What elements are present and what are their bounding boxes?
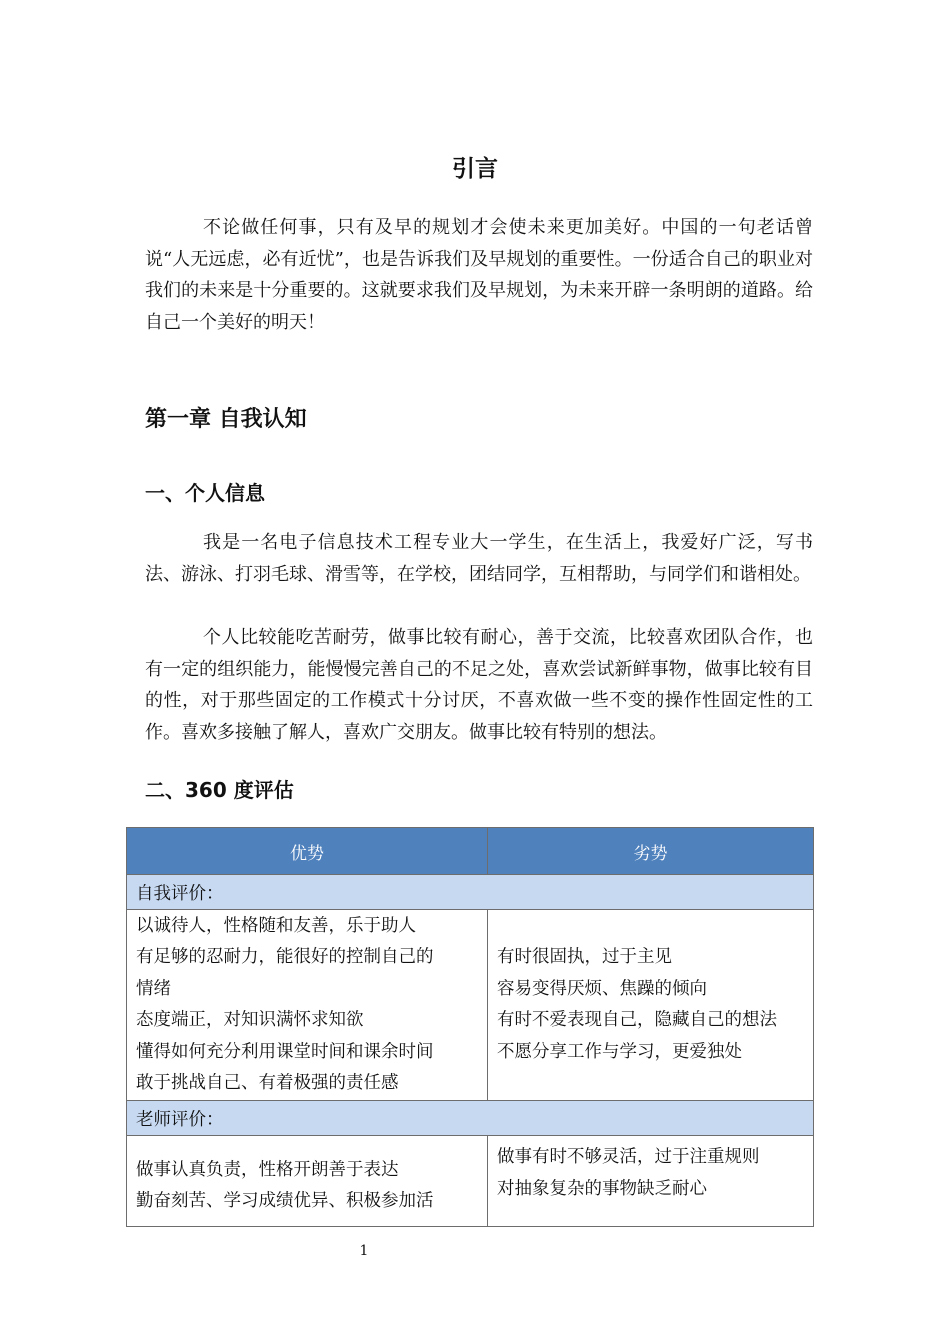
list-item: 不愿分享工作与学习，更爱独处 <box>497 1041 742 1062</box>
intro-paragraph: 不论做任何事，只有及早的规划才会使未来更加美好。中国的一句老话曾说“人无远虑，必有近忧”，也是告诉我们及早规划的重要性。一份适合自己的职业对我们的未来是十分重要的。这就要求我们及早规划，为未来开辟一条明朗的道路。给自己一个美好的明天！ <box>145 217 813 333</box>
list-item: 有足够的忍耐力，能很好的控制自己的 <box>136 947 434 967</box>
evaluation-table <box>126 827 814 1227</box>
self-weaknesses-cell <box>488 910 814 1101</box>
list-item: 有时不爱表现自己，隐藏自己的想法 <box>497 1010 777 1030</box>
list-item: 做事有时不够灵活，过于注重规则 <box>497 1147 760 1167</box>
list-item: 勤奋刻苦、学习成绩优异、积极参加活 <box>136 1191 434 1211</box>
header-strengths: 优势 <box>127 828 488 875</box>
list-item: 有时很固执，过于主见 <box>497 947 672 967</box>
table-row <box>127 1136 814 1227</box>
list-item: 做事认真负责，性格开朗善于表达 <box>136 1159 399 1180</box>
list-item: 容易变得厌烦、焦躁的倾向 <box>497 978 707 999</box>
table-header-row <box>127 828 814 875</box>
list-item: 对抽象复杂的事物缺乏耐心 <box>497 1178 707 1199</box>
teacher-strengths-cell <box>127 1136 488 1227</box>
list-item: 情绪 <box>136 978 171 999</box>
section-heading-360-evaluation: 二、360 度评估 <box>145 778 294 802</box>
list-item: 懂得如何充分利用课堂时间和课余时间 <box>136 1041 434 1062</box>
page-number: 1 <box>359 1243 369 1259</box>
header-weaknesses: 劣势 <box>488 828 814 875</box>
teacher-weaknesses-cell <box>488 1136 814 1227</box>
section-heading-personal-info: 一、个人信息 <box>145 481 265 505</box>
table-section-row <box>127 875 814 910</box>
intro-title: 引言 <box>452 156 498 182</box>
chapter-title: 第一章 自我认知 <box>145 407 307 432</box>
list-item: 以诚待人，性格随和友善，乐于助人 <box>136 915 416 936</box>
self-strengths-cell <box>127 910 488 1101</box>
table-row <box>127 910 814 1101</box>
personal-info-paragraph-1: 我是一名电子信息技术工程专业大一学生，在生活上，我爱好广泛，写书法、游泳、打羽毛球、滑雪等，在学校，团结同学，互相帮助，与同学们和谐相处。 <box>145 532 813 585</box>
personal-info-paragraph-2: 个人比较能吃苦耐劳，做事比较有耐心，善于交流，比较喜欢团队合作，也有一定的组织能力，能慢慢完善自己的不足之处，喜欢尝试新鲜事物，做事比较有目的性，对于那些固定的工作模式十分讨厌，不喜欢做一些不变的操作性固定性的工作。喜欢多接触了解人，喜欢广交朋友。做事比较有特别的想法。 <box>145 627 813 743</box>
list-item: 敢于挑战自己、有着极强的责任感 <box>136 1073 399 1093</box>
table-section-row <box>127 1101 814 1136</box>
self-evaluation-label: 自我评价： <box>127 875 814 910</box>
list-item: 态度端正，对知识满怀求知欲 <box>136 1010 364 1030</box>
teacher-evaluation-label: 老师评价： <box>127 1101 814 1136</box>
